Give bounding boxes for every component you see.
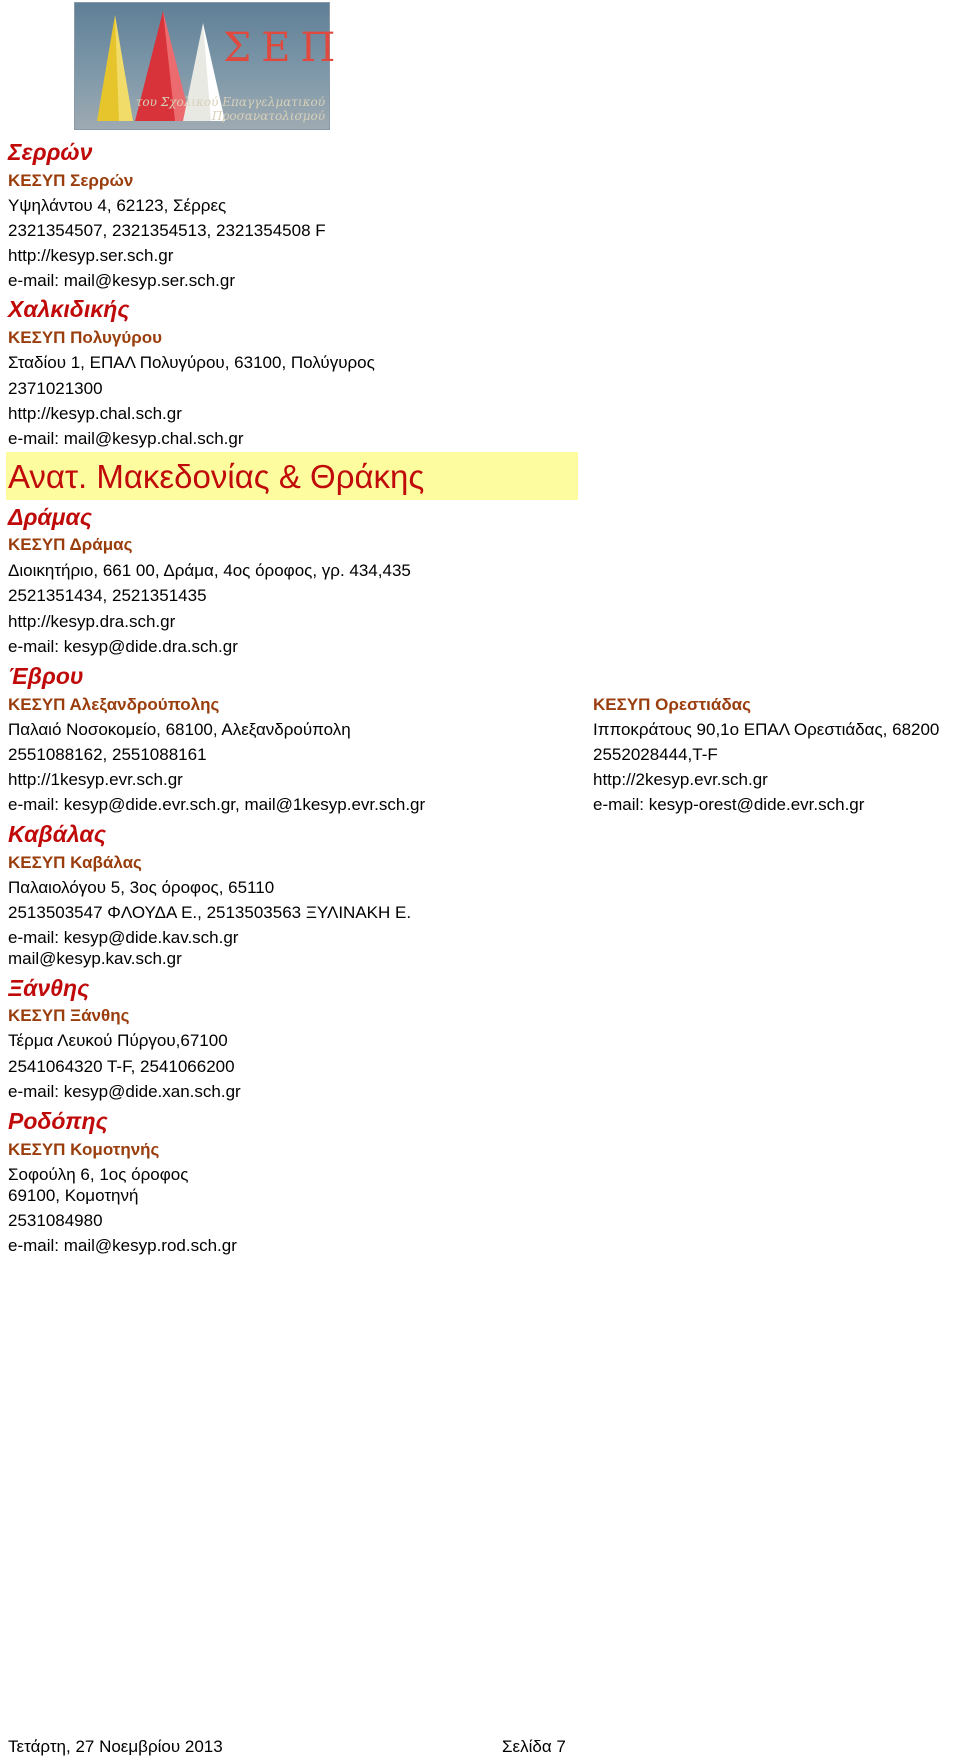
prefecture-chalkidiki: Χαλκιδικής <box>8 296 130 322</box>
footer-page-number: Σελίδα 7 <box>502 1737 566 1756</box>
web-link-polygyros[interactable]: http://kesyp.chal.sch.gr <box>8 404 182 423</box>
office-kavala: ΚΕΣΥΠ Καβάλας <box>8 853 142 872</box>
region-title: Ανατ. Μακεδονίας & Θράκης <box>8 458 425 495</box>
office-drama: ΚΕΣΥΠ Δράμας <box>8 535 133 554</box>
phones-serres: 2321354507, 2321354513, 2321354508 F <box>8 221 326 240</box>
footer-date: Τετάρτη, 27 Νοεμβρίου 2013 <box>8 1737 223 1756</box>
prefecture-drama: Δράμας <box>8 504 93 530</box>
prefecture-kavala: Καβάλας <box>8 821 106 847</box>
logo-letters: ΣΕΠ <box>223 25 346 71</box>
prefecture-xanthi: Ξάνθης <box>8 975 90 1001</box>
logo-image <box>74 2 346 130</box>
phones-polygyros: 2371021300 <box>8 379 103 398</box>
phones-xanthi: 2541064320 T-F, 2541066200 <box>8 1057 235 1076</box>
address-alexandroupoli: Παλαιό Νοσοκομείο, 68100, Αλεξανδρούπολη <box>8 720 351 739</box>
address-orestiada: Ιπποκράτους 90,1ο ΕΠΑΛ Ορεστιάδας, 68200 <box>593 720 940 739</box>
web-link-serres[interactable]: http://kesyp.ser.sch.gr <box>8 246 174 265</box>
address-kavala: Παλαιολόγου 5, 3ος όροφος, 65110 <box>8 878 275 897</box>
prefecture-rodopi: Ροδόπης <box>8 1108 108 1134</box>
office-serres: ΚΕΣΥΠ Σερρών <box>8 171 134 190</box>
web-link-orestiada[interactable]: http://2kesyp.evr.sch.gr <box>593 770 768 789</box>
email-polygyros[interactable]: e-mail: mail@kesyp.chal.sch.gr <box>8 429 244 448</box>
email-kavala[interactable]: e-mail: kesyp@dide.kav.sch.gr <box>8 928 239 947</box>
office-komotini: ΚΕΣΥΠ Κομοτηνής <box>8 1140 160 1159</box>
web-link-alexandroupoli[interactable]: http://1kesyp.evr.sch.gr <box>8 770 183 789</box>
phones-orestiada: 2552028444,T-F <box>593 745 718 764</box>
phones-alexandroupoli: 2551088162, 2551088161 <box>8 745 207 764</box>
address-xanthi: Τέρμα Λευκού Πύργου,67100 <box>8 1031 228 1050</box>
office-polygyros: ΚΕΣΥΠ Πολυγύρου <box>8 328 163 347</box>
address-komotini-city: 69100, Κομοτηνή <box>8 1186 139 1205</box>
email-drama[interactable]: e-mail: kesyp@dide.dra.sch.gr <box>8 637 238 656</box>
prefecture-evros: Έβρου <box>8 663 84 689</box>
email-komotini[interactable]: e-mail: mail@kesyp.rod.sch.gr <box>8 1236 237 1255</box>
logo-caption: του Σχολικού Επαγγελματικού Προσανατολισμού <box>135 95 325 123</box>
email-kavala-secondary[interactable]: mail@kesyp.kav.sch.gr <box>8 949 182 968</box>
address-polygyros: Σταδίου 1, ΕΠΑΛ Πολυγύρου, 63100, Πολύγυρος <box>8 353 375 372</box>
web-link-drama[interactable]: http://kesyp.dra.sch.gr <box>8 612 176 631</box>
address-komotini: Σοφούλη 6, 1ος όροφος <box>8 1165 189 1184</box>
region-header <box>6 452 578 500</box>
address-drama: Διοικητήριο, 661 00, Δράμα, 4ος όροφος, γρ. 434,435 <box>8 561 411 580</box>
office-alexandroupoli: ΚΕΣΥΠ Αλεξανδρούπολης <box>8 695 220 714</box>
phones-komotini: 2531084980 <box>8 1211 103 1230</box>
email-serres[interactable]: e-mail: mail@kesyp.ser.sch.gr <box>8 271 235 290</box>
address-serres: Υψηλάντου 4, 62123, Σέρρες <box>8 196 227 215</box>
email-alexandroupoli[interactable]: e-mail: kesyp@dide.evr.sch.gr, mail@1kesyp.evr.sch.gr <box>8 795 426 814</box>
office-xanthi: ΚΕΣΥΠ Ξάνθης <box>8 1006 130 1025</box>
phones-kavala: 2513503547 ΦΛΟΥΔΑ Ε., 2513503563 ΞΥΛΙΝΑΚΗ Ε. <box>8 903 412 922</box>
email-xanthi[interactable]: e-mail: kesyp@dide.xan.sch.gr <box>8 1082 241 1101</box>
office-orestiada: ΚΕΣΥΠ Ορεστιάδας <box>593 695 751 714</box>
prefecture-serres: Σερρών <box>8 139 93 165</box>
email-orestiada[interactable]: e-mail: kesyp-orest@dide.evr.sch.gr <box>593 795 865 814</box>
phones-drama: 2521351434, 2521351435 <box>8 586 207 605</box>
